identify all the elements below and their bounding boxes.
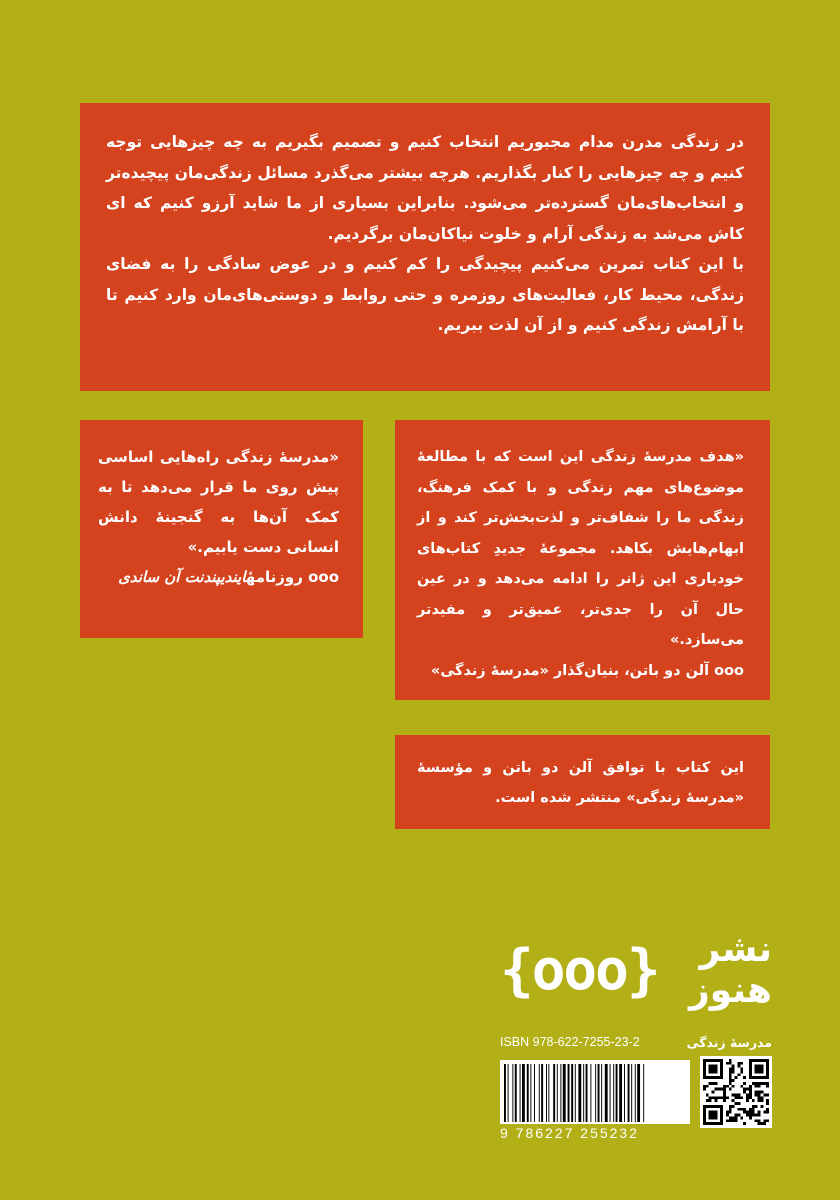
qr-module xyxy=(740,1096,743,1099)
qr-module xyxy=(723,1099,726,1102)
publication-note-text: این کتاب با توافق آلن دو باتن و مؤسسهٔ «مدرسهٔ زندگی» منتشر شده است. xyxy=(417,760,744,806)
qr-module xyxy=(755,1091,758,1094)
qr-module xyxy=(749,1114,752,1117)
barcode-bar xyxy=(563,1064,566,1122)
qr-module xyxy=(758,1119,761,1122)
qr-module xyxy=(743,1111,746,1114)
quote-right-text: «هدف مدرسهٔ زندگی این است که با مطالعهٔ موضوع‌های مهم زندگی و با کمک فرهنگ، زندگی ما را شفاف‌تر و لذت‌بخش‌تر کند و از ابهام‌هایش بکاهد. مجموعهٔ جدیدِ کتاب‌های خودیاری این ژانر را ادامه می‌دهد و در عین حال آن را جدی‌تر، عمیق‌تر و مفیدتر می‌سازد.» xyxy=(417,449,744,648)
qr-module xyxy=(714,1082,717,1085)
qr-module xyxy=(732,1105,735,1108)
qr-module xyxy=(729,1116,732,1119)
barcode-bar xyxy=(553,1064,555,1122)
qr-module xyxy=(749,1116,752,1119)
qr-module xyxy=(723,1085,726,1088)
qr-module xyxy=(746,1096,749,1099)
qr-module xyxy=(755,1105,758,1108)
qr-module xyxy=(723,1096,726,1099)
barcode-bar xyxy=(539,1064,540,1122)
barcode-bar xyxy=(578,1064,581,1122)
qr-module xyxy=(726,1114,729,1117)
qr-module xyxy=(749,1091,752,1094)
barcode-bar xyxy=(560,1064,561,1122)
qr-module xyxy=(703,1088,706,1091)
qr-module xyxy=(729,1062,732,1065)
qr-module xyxy=(740,1070,743,1073)
quote-left-attribution xyxy=(98,562,339,592)
qr-module xyxy=(726,1119,729,1122)
qr-module xyxy=(758,1093,761,1096)
qr-module xyxy=(735,1114,738,1117)
qr-module xyxy=(763,1093,766,1096)
barcode-bar xyxy=(515,1064,517,1122)
quote-box-left xyxy=(80,420,363,638)
qr-module xyxy=(740,1085,743,1088)
qr-module xyxy=(732,1116,735,1119)
qr-module xyxy=(752,1111,755,1114)
qr-module xyxy=(737,1108,740,1111)
qr-module xyxy=(760,1096,763,1099)
qr-module xyxy=(766,1111,769,1114)
qr-module xyxy=(714,1099,717,1102)
qr-module xyxy=(723,1093,726,1096)
barcode-bar xyxy=(504,1064,506,1122)
barcode-bar xyxy=(610,1064,611,1122)
qr-module xyxy=(763,1119,766,1122)
isbn-row xyxy=(500,1035,772,1055)
qr-module xyxy=(729,1088,732,1091)
qr-module xyxy=(758,1099,761,1102)
qr-module xyxy=(729,1111,732,1114)
qr-module xyxy=(737,1102,740,1105)
qr-module xyxy=(740,1062,743,1065)
qr-module xyxy=(712,1091,715,1094)
qr-module xyxy=(703,1085,706,1088)
qr-module xyxy=(743,1076,746,1079)
qr-module xyxy=(766,1102,769,1105)
barcode-bar xyxy=(631,1064,632,1122)
qr-module xyxy=(766,1082,769,1085)
quote-left-text: «مدرسهٔ زندگی راه‌هایی اساسی پیش روی ما قرار می‌دهد تا به کمک آن‌ها به گنجینهٔ دانش انسانی دست یابیم.» xyxy=(98,448,339,556)
barcode-bar xyxy=(643,1064,644,1122)
qr-module xyxy=(737,1062,740,1065)
qr-module xyxy=(729,1073,732,1076)
qr-module xyxy=(746,1099,749,1102)
barcode-bar xyxy=(548,1064,549,1122)
qr-module xyxy=(729,1105,732,1108)
qr-module xyxy=(709,1099,712,1102)
publisher-name: نشر هنوز xyxy=(689,929,772,1011)
qr-module xyxy=(729,1070,732,1073)
qr-module xyxy=(749,1085,752,1088)
publication-note-box xyxy=(395,735,770,829)
qr-module xyxy=(743,1108,746,1111)
qr-module xyxy=(737,1073,740,1076)
qr-module xyxy=(714,1088,717,1091)
qr-module xyxy=(732,1068,735,1071)
qr-module xyxy=(740,1108,743,1111)
quote-right-attribution: ooo آلن دو باتن، بنیان‌گذار «مدرسهٔ زندگی» xyxy=(431,662,744,679)
qr-module xyxy=(735,1093,738,1096)
qr-module xyxy=(749,1093,752,1096)
barcode-bar xyxy=(590,1064,591,1122)
qr-module xyxy=(720,1088,723,1091)
qr-module xyxy=(746,1114,749,1117)
qr-module xyxy=(763,1111,766,1114)
barcode-bar xyxy=(619,1064,622,1122)
qr-module xyxy=(758,1091,761,1094)
qr-module xyxy=(732,1065,735,1068)
publisher-logo-braces: {ooo} xyxy=(500,937,659,1003)
qr-module xyxy=(755,1085,758,1088)
qr-module xyxy=(763,1082,766,1085)
qr-module xyxy=(749,1108,752,1111)
qr-module xyxy=(732,1079,735,1082)
qr-module xyxy=(723,1091,726,1094)
qr-module xyxy=(712,1082,715,1085)
intro-paragraph-1: در زندگی مدرن مدام مجبوریم انتخاب کنیم و تصمیم بگیریم به چه چیزهایی توجه کنیم و چه چیزهایی را کنار بگذاریم. هرچه بیشتر می‌گذرد مسائل زندگی‌مان پیچیده‌تر و انتخاب‌های‌مان گسترده‌تر می‌شود. بنابراین بسیاری از ما شاید آرزو کنیم که ای کاش می‌شد به زندگی آرام و خلوت نیاکان‌مان برگردیم. xyxy=(106,133,744,243)
qr-module xyxy=(766,1099,769,1102)
qr-module xyxy=(717,1096,720,1099)
qr-module xyxy=(758,1085,761,1088)
qr-module xyxy=(732,1093,735,1096)
qr-module xyxy=(717,1088,720,1091)
qr-module xyxy=(706,1093,709,1096)
qr-module xyxy=(729,1059,732,1062)
qr-module xyxy=(766,1093,769,1096)
qr-module xyxy=(758,1082,761,1085)
qr-module xyxy=(735,1102,738,1105)
qr-module xyxy=(709,1096,712,1099)
qr-module xyxy=(755,1114,758,1117)
qr-module xyxy=(720,1096,723,1099)
quote-left-attribution-prefix: ooo روزنامهٔ xyxy=(245,568,339,586)
qr-module xyxy=(760,1122,763,1125)
qr-module xyxy=(712,1096,715,1099)
qr-module xyxy=(732,1070,735,1073)
qr-module xyxy=(714,1096,717,1099)
qr-code xyxy=(700,1056,772,1128)
qr-module xyxy=(729,1076,732,1079)
barcode-bar xyxy=(530,1064,531,1122)
barcode-bar xyxy=(635,1064,636,1122)
qr-module xyxy=(735,1116,738,1119)
qr-module xyxy=(743,1088,746,1091)
qr-module xyxy=(755,1093,758,1096)
qr-module xyxy=(743,1122,746,1125)
qr-module xyxy=(726,1062,729,1065)
qr-module xyxy=(758,1096,761,1099)
qr-module xyxy=(709,1082,712,1085)
qr-module xyxy=(760,1105,763,1108)
qr-module xyxy=(760,1099,763,1102)
barcode-bar xyxy=(575,1064,576,1122)
qr-module xyxy=(723,1088,726,1091)
barcode-bar xyxy=(508,1064,509,1122)
qr-module xyxy=(740,1116,743,1119)
barcode xyxy=(500,1060,690,1124)
qr-module xyxy=(752,1082,755,1085)
qr-module xyxy=(755,1119,758,1122)
barcode-bar xyxy=(598,1064,600,1122)
intro-paragraph-2: با این کتاب تمرین می‌کنیم پیچیدگی را کم کنیم و در عوض سادگی را به فضای زندگی، محیط کار، فعالیت‌های روزمره و حتی روابط و دوستی‌های‌مان وارد کنیم تا با آرامش زندگی کنیم و از آن لذت ببریم. xyxy=(106,255,744,334)
qr-module xyxy=(732,1119,735,1122)
qr-module xyxy=(755,1065,764,1074)
qr-module xyxy=(729,1119,732,1122)
barcode-bar xyxy=(568,1064,570,1122)
qr-module xyxy=(760,1091,763,1094)
qr-module xyxy=(746,1088,749,1091)
barcode-bar xyxy=(637,1064,640,1122)
barcode-bar xyxy=(628,1064,630,1122)
qr-module xyxy=(737,1096,740,1099)
qr-module xyxy=(740,1068,743,1071)
isbn-label: ISBN 978-622-7255-23-2 xyxy=(500,1035,640,1049)
qr-module xyxy=(737,1114,740,1117)
publisher-logo xyxy=(500,930,772,1010)
barcode-bar xyxy=(512,1064,513,1122)
qr-module xyxy=(726,1096,729,1099)
qr-module xyxy=(729,1068,732,1071)
qr-module xyxy=(766,1119,769,1122)
barcode-bar xyxy=(605,1064,608,1122)
barcode-bar xyxy=(586,1064,588,1122)
qr-module xyxy=(709,1065,718,1074)
qr-module xyxy=(732,1085,735,1088)
qr-module xyxy=(706,1085,709,1088)
qr-module xyxy=(752,1105,755,1108)
barcode-bar xyxy=(613,1064,614,1122)
qr-module xyxy=(737,1065,740,1068)
qr-module xyxy=(729,1082,732,1085)
qr-module xyxy=(766,1085,769,1088)
qr-module xyxy=(766,1108,769,1111)
qr-module xyxy=(749,1088,752,1091)
barcode-bar xyxy=(557,1064,558,1122)
qr-module xyxy=(763,1122,766,1125)
qr-module xyxy=(743,1082,746,1085)
qr-module xyxy=(755,1082,758,1085)
quote-box-right xyxy=(395,420,770,700)
series-label: مدرسهٔ زندگی xyxy=(686,1035,772,1050)
barcode-bar xyxy=(520,1064,521,1122)
qr-module xyxy=(735,1096,738,1099)
qr-module xyxy=(752,1108,755,1111)
barcode-bar xyxy=(616,1064,618,1122)
qr-module xyxy=(737,1093,740,1096)
intro-box xyxy=(80,103,770,391)
qr-module xyxy=(758,1122,761,1125)
qr-module xyxy=(749,1111,752,1114)
qr-module xyxy=(746,1093,749,1096)
barcode-bar xyxy=(546,1064,547,1122)
qr-module xyxy=(758,1111,761,1114)
qr-module xyxy=(706,1099,709,1102)
qr-module xyxy=(726,1111,729,1114)
qr-module xyxy=(735,1119,738,1122)
barcode-bar xyxy=(583,1064,584,1122)
quote-left-attribution-source: ایندیپندنت آن ساندی xyxy=(118,568,246,586)
qr-module xyxy=(726,1085,729,1088)
qr-module xyxy=(758,1114,761,1117)
qr-module xyxy=(749,1096,752,1099)
qr-module xyxy=(746,1111,749,1114)
barcode-bar xyxy=(601,1064,602,1122)
barcode-number: 9 786227 255232 xyxy=(500,1125,639,1141)
qr-module xyxy=(729,1108,732,1111)
barcode-bar xyxy=(534,1064,535,1122)
barcode-bar xyxy=(527,1064,529,1122)
qr-module xyxy=(752,1099,755,1102)
barcode-bar xyxy=(571,1064,573,1122)
barcode-bar xyxy=(624,1064,625,1122)
qr-module xyxy=(752,1114,755,1117)
qr-module xyxy=(735,1076,738,1079)
barcode-bar xyxy=(595,1064,596,1122)
qr-module xyxy=(743,1091,746,1094)
qr-module xyxy=(729,1079,732,1082)
barcode-bar xyxy=(522,1064,525,1122)
qr-module xyxy=(760,1082,763,1085)
qr-module xyxy=(709,1111,718,1120)
barcode-bar xyxy=(541,1064,543,1122)
qr-module xyxy=(732,1099,735,1102)
